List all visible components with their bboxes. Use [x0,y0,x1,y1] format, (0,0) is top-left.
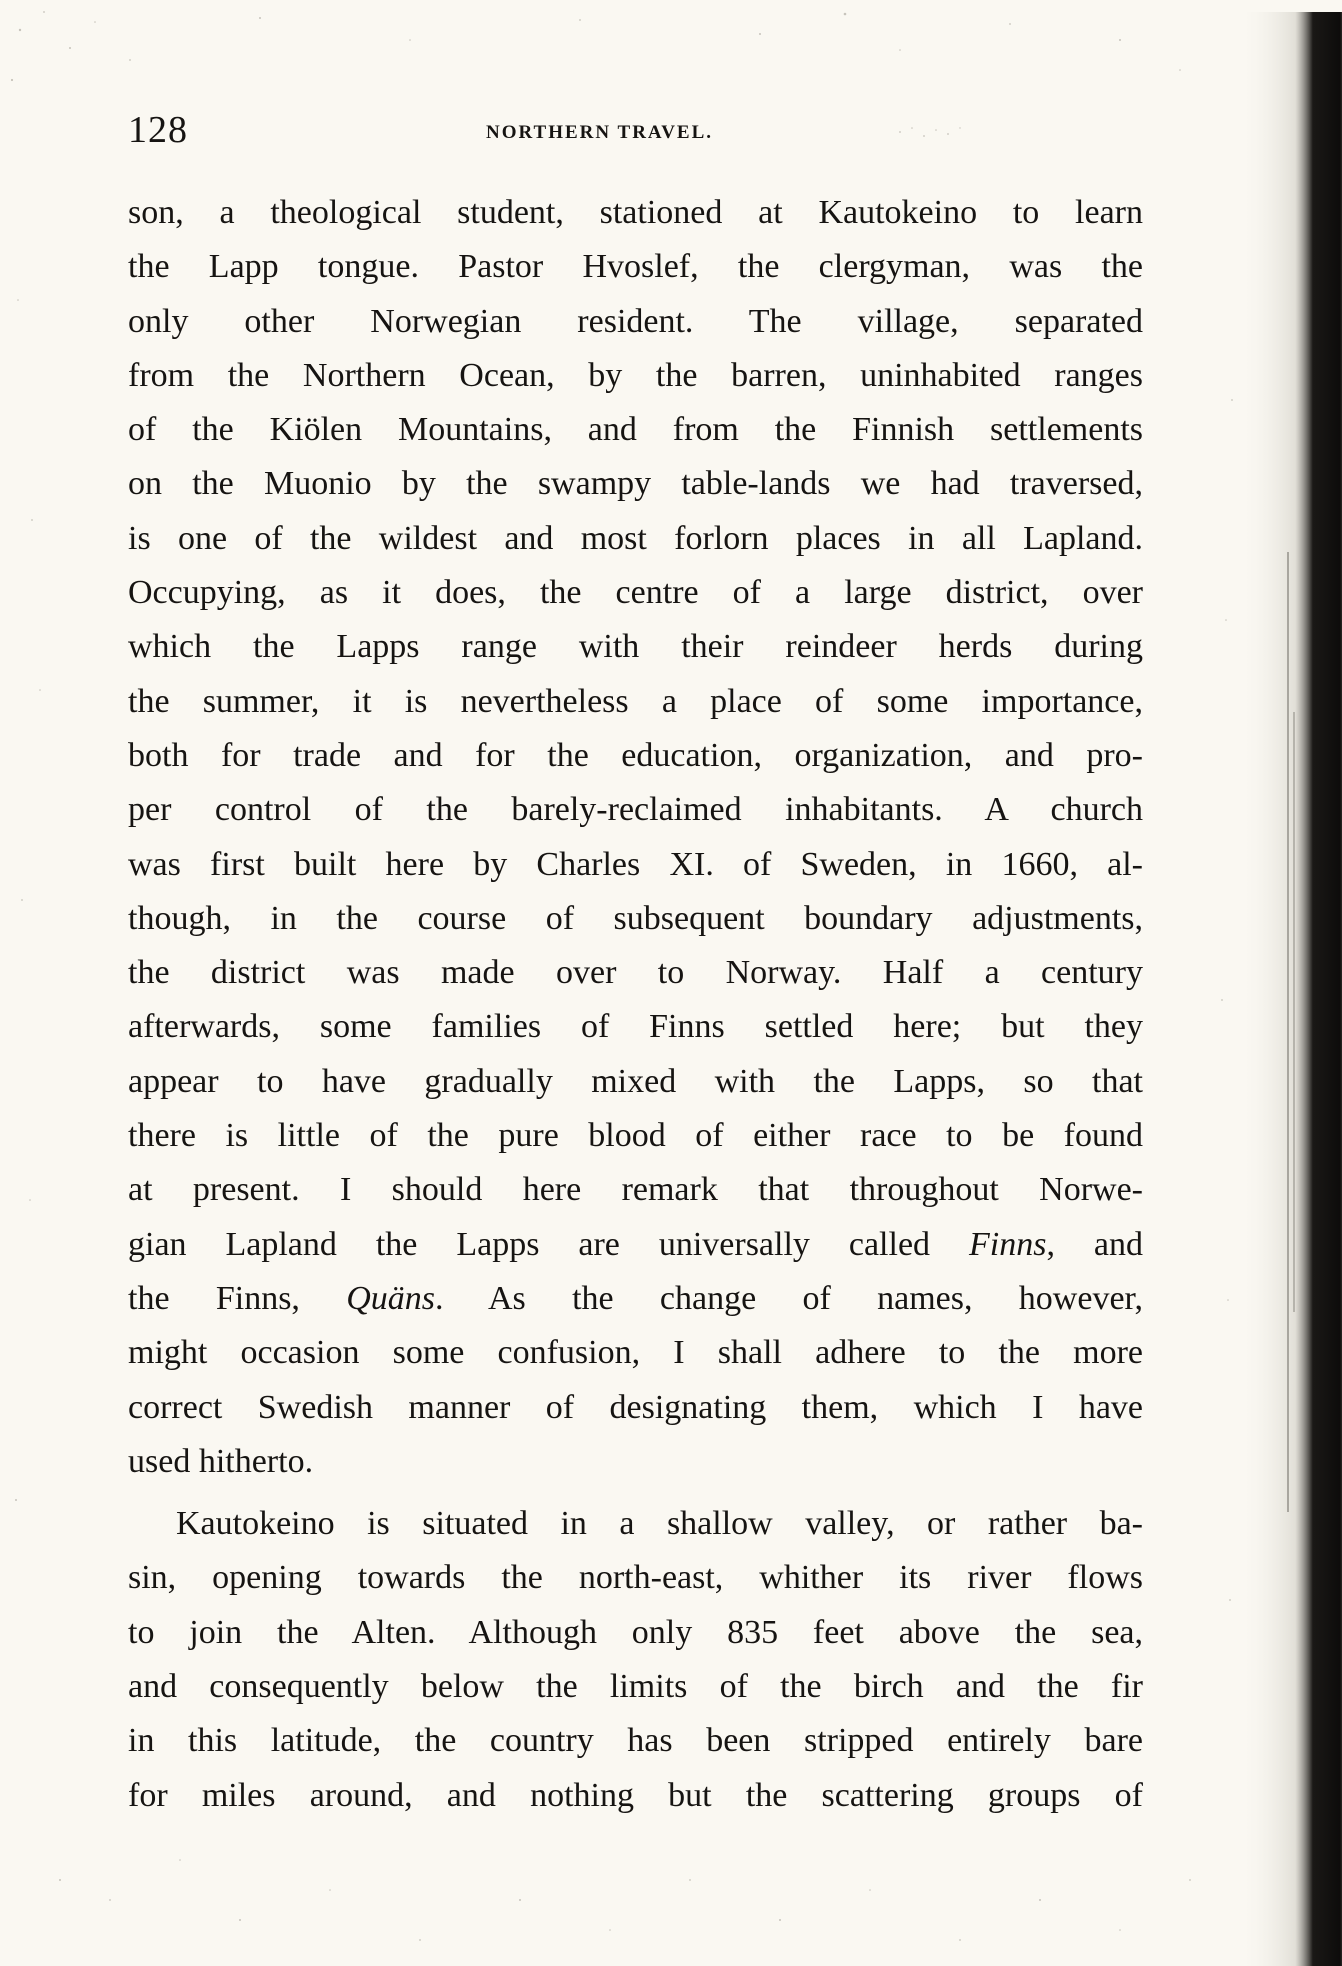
running-head: NORTHERN TRAVEL. [486,122,714,143]
text-line: from the Northern Ocean, by the barren, uninhabited ranges [128,356,1143,394]
page-header [128,108,1143,158]
text-line: Occupying, as it does, the centre of a large district, over [128,574,1143,612]
text-line: per control of the barely-reclaimed inhabitants. A church [128,791,1143,829]
text-line: only other Norwegian resident. The village, separated [128,302,1143,340]
text-line: in this latitude, the country has been stripped entirely bare [128,1722,1143,1760]
text-line: son, a theological student, stationed at Kautokeino to learn [128,194,1143,231]
text-line: for miles around, and nothing but the scattering groups of [128,1776,1143,1814]
text-line: sin, opening towards the north-east, whither its river flows [128,1559,1143,1597]
text-line: at present. I should here remark that throughout Norwe- [128,1171,1143,1209]
paragraph [128,1497,1143,1823]
body-text [128,186,1143,1823]
text-line: correct Swedish manner of designating them, which I have [128,1388,1143,1426]
text-line: gian Lapland the Lapps are universally called Finns, and [128,1225,1143,1263]
text-line: appear to have gradually mixed with the Lapps, so that [128,1062,1143,1100]
text-line: the summer, it is nevertheless a place of some importance, [128,682,1143,720]
text-line: was first built here by Charles XI. of Sweden, in 1660, al- [128,845,1143,883]
text-line: there is little of the pure blood of either race to be found [128,1117,1143,1155]
text-line: to join the Alten. Although only 835 feet above the sea, [128,1613,1143,1651]
text-line: on the Muonio by the swampy table-lands we had traversed, [128,465,1143,503]
text-line: might occasion some confusion, I shall adhere to the more [128,1334,1143,1372]
text-line: of the Kiölen Mountains, and from the Finnish settlements [128,411,1143,449]
paragraph-gap [128,1489,1143,1497]
text-line: the district was made over to Norway. Half a century [128,954,1143,992]
page-number: 128 [128,109,188,151]
binding-shadow [1238,12,1342,1966]
text-line: is one of the wildest and most forlorn places in all Lapland. [128,519,1143,557]
text-line: afterwards, some families of Finns settled here; but they [128,1008,1143,1046]
text-line: the Finns, Quäns. As the change of names, however, [128,1279,1143,1317]
text-line: and consequently below the limits of the birch and the fir [128,1668,1143,1706]
text-line: used hitherto. [128,1442,314,1480]
text-line: Kautokeino is situated in a shallow valley, or rather ba- [176,1505,1143,1543]
paragraph [128,186,1143,1489]
text-line: though, in the course of subsequent boundary adjustments, [128,899,1143,937]
text-line: which the Lapps range with their reindeer herds during [128,628,1143,666]
text-line: the Lapp tongue. Pastor Hvoslef, the clergyman, was the [128,248,1143,286]
text-line: both for trade and for the education, organization, and pro- [128,736,1143,774]
